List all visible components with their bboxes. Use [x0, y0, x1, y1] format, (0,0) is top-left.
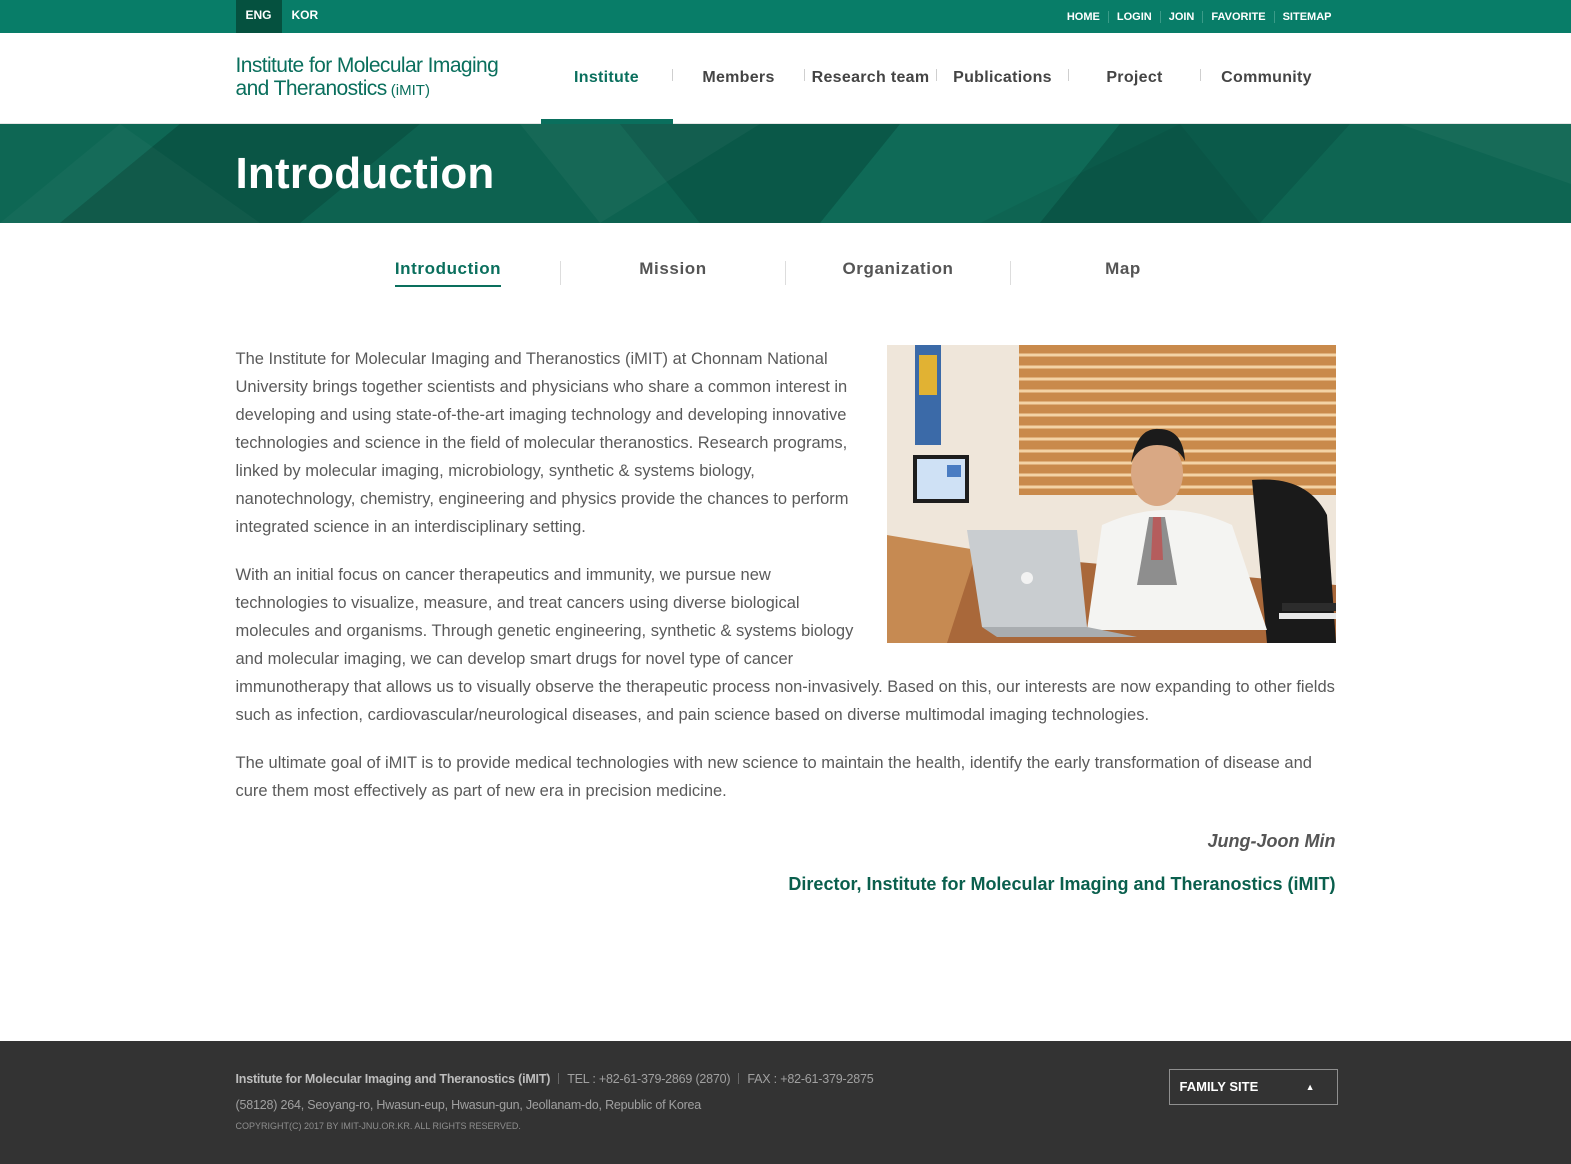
- intro-paragraph-2: With an initial focus on cancer therapeutics and immunity, we pursue new technologies to visualize, measure, and treat cancers using diverse biological molecules and organisms. Through genetic engineering, synthetic & systems biology and molecular imaging, we can develop smart drugs for novel type of cancer immunotherapy that allows us to visually observe the therapeutic process non-invasively. Based on this, our interests are now expanding to other fields such as infection, cardiovascular/neurological diseases, and pain science based on diverse multimodal imaging technologies.: [235, 566, 1335, 724]
- lang-eng-link[interactable]: ENG: [236, 0, 282, 33]
- page-title: Introduction: [235, 149, 495, 198]
- logo-line-2: and Theranostics (iMIT): [235, 77, 430, 100]
- nav-item-project[interactable]: Project: [1069, 33, 1201, 123]
- tab-map[interactable]: Map: [1105, 259, 1141, 278]
- tab-mission[interactable]: Mission: [561, 259, 786, 289]
- nav-item-community[interactable]: Community: [1221, 69, 1312, 86]
- nav-item-members[interactable]: Members: [673, 33, 805, 123]
- signature-title: Director, Institute for Molecular Imaging and Theranostics (iMIT): [788, 874, 1336, 894]
- home-link[interactable]: HOME: [1066, 10, 1100, 23]
- sitemap-link[interactable]: SITEMAP: [1274, 11, 1332, 23]
- sub-tabs: [0, 259, 1571, 289]
- family-site-select[interactable]: [1169, 1069, 1338, 1105]
- page-banner: [0, 124, 1571, 223]
- site-footer: [0, 1041, 1571, 1164]
- join-link[interactable]: JOIN: [1160, 11, 1203, 23]
- language-switcher: [236, 0, 329, 33]
- site-logo[interactable]: [236, 54, 499, 102]
- director-photo: [887, 345, 1336, 643]
- site-header: [0, 33, 1571, 124]
- footer-copyright: COPYRIGHT(C) 2017 BY IMIT-JNU.OR.KR. ALL RIGHTS RESERVED.: [235, 1121, 521, 1131]
- signature-name: Jung-Joon Min: [1207, 831, 1336, 851]
- login-link[interactable]: LOGIN: [1108, 11, 1160, 23]
- main-navigation: [541, 33, 1333, 123]
- intro-paragraph-1: The Institute for Molecular Imaging and Theranostics (iMIT) at Chonnam National University brings together scientists and physicians who share a common interest in developing and using state-of-the-art imaging technology and developing innovative technologies and science in the field of molecular theranostics. Research programs, linked by molecular imaging, microbiology, synthetic & systems biology, nanotechnology, chemistry, engineering and physics provide the chances to perform integrated science in an interdisciplinary setting.: [235, 350, 849, 536]
- nav-item-institute[interactable]: Institute: [541, 33, 673, 123]
- nav-item-research-team[interactable]: Research team: [805, 33, 937, 123]
- footer-contact: [236, 1072, 874, 1086]
- footer-address: (58128) 264, Seoyang-ro, Hwasun-eup, Hwasun-gun, Jeollanam-do, Republic of Korea: [235, 1098, 702, 1112]
- nav-item-publications[interactable]: Publications: [937, 33, 1069, 123]
- tab-organization[interactable]: Organization: [786, 259, 1011, 289]
- favorite-link[interactable]: FAVORITE: [1202, 11, 1273, 23]
- footer-tel: TEL : +82-61-379-2869 (2870): [567, 1072, 731, 1086]
- top-utility-bar: [0, 0, 1571, 33]
- caret-up-icon: ▲: [1305, 1082, 1315, 1092]
- lang-kor-link[interactable]: KOR: [291, 8, 319, 22]
- family-site-label: FAMILY SITE: [1179, 1079, 1259, 1094]
- logo-line-1: Institute for Molecular Imaging: [235, 54, 499, 77]
- intro-paragraph-3: The ultimate goal of iMIT is to provide medical technologies with new science to maintain the health, identify the early transformation of disease and cure them most effectively as part of new era in precision medicine.: [235, 754, 1312, 800]
- footer-org-name: Institute for Molecular Imaging and Theranostics (iMIT): [235, 1072, 551, 1086]
- introduction-content: [236, 345, 1336, 895]
- tab-introduction[interactable]: Introduction: [336, 259, 561, 289]
- utility-links: [1059, 0, 1332, 33]
- footer-fax: FAX : +82-61-379-2875: [747, 1072, 874, 1086]
